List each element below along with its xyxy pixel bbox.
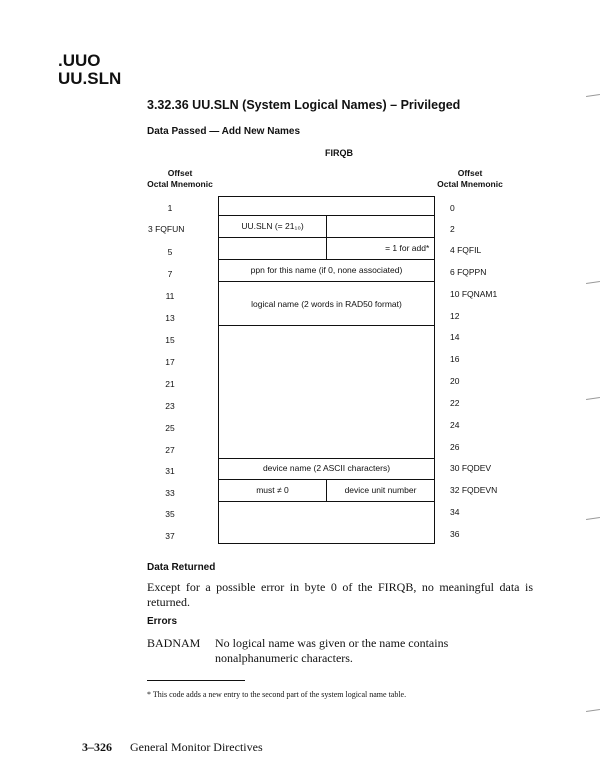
footnote-rule: [147, 680, 245, 681]
right-column-header: Offset Octal Mnemonic: [437, 168, 503, 189]
section-title: 3.32.36 UU.SLN (System Logical Names) – Privileged: [147, 98, 461, 112]
right-offset-34: 34: [450, 507, 460, 517]
margin-mark: [586, 281, 600, 284]
diagram-title: FIRQB: [325, 148, 353, 158]
right-offset-10: 10 FQNAM1: [450, 289, 498, 299]
subsection-title: Data Passed — Add New Names: [147, 126, 301, 137]
field-add-flag: = 1 for add*: [385, 243, 430, 253]
right-offset-20: 20: [450, 376, 460, 386]
left-offset-3: 3 FQFUN: [148, 224, 185, 234]
right-offset-30: 30 FQDEV: [450, 463, 492, 473]
left-column-header: Offset Octal Mnemonic: [147, 168, 213, 189]
header-uusln: UU.SLN: [58, 69, 122, 88]
right-offset-2: 2: [450, 224, 455, 234]
left-offset-11: 11: [165, 291, 175, 301]
row-divider: [219, 458, 434, 459]
left-offset-37: 37: [165, 531, 175, 541]
field-must-nonzero: must ≠ 0: [256, 485, 289, 495]
margin-mark: [586, 709, 600, 712]
left-offset-7: 7: [167, 269, 173, 279]
right-offset-24: 24: [450, 420, 460, 430]
right-offset-36: 36: [450, 529, 460, 539]
right-offset-16: 16: [450, 354, 460, 364]
field-device-name: device name (2 ASCII characters): [262, 463, 391, 473]
error-code: BADNAM: [147, 636, 201, 650]
right-offset-26: 26: [450, 442, 460, 452]
footnote: * This code adds a new entry to the second part of the system logical name table.: [147, 690, 407, 699]
right-offset-4: 4 FQFIL: [450, 245, 482, 255]
right-offset-0: 0: [450, 203, 455, 213]
left-offset-17: 17: [165, 357, 175, 367]
field-device-unit: device unit number: [344, 485, 417, 495]
header-uuo: .UUO: [58, 51, 101, 70]
page-number: 3–326: [82, 740, 112, 754]
right-offset-32: 32 FQDEVN: [450, 485, 498, 495]
right-offset-14: 14: [450, 332, 460, 342]
margin-mark: [586, 397, 600, 400]
left-offset-25: 25: [165, 423, 175, 433]
field-ppn: ppn for this name (if 0, none associated): [250, 265, 403, 275]
left-offset-13: 13: [165, 313, 175, 323]
margin-mark: [586, 94, 600, 97]
left-offset-15: 15: [165, 335, 175, 345]
left-offset-33: 33: [165, 488, 175, 498]
left-offset-21: 21: [165, 379, 175, 389]
row-divider: [219, 281, 434, 282]
row-divider: [219, 259, 434, 260]
data-returned-heading: Data Returned: [147, 562, 216, 573]
left-offset-5: 5: [167, 247, 173, 257]
field-logical-name: logical name (2 words in RAD50 format): [251, 299, 402, 309]
error-description: No logical name was given or the name contains nonalphanumeric characters.: [215, 636, 449, 665]
left-offset-1: 1: [167, 203, 173, 213]
row-divider: [219, 501, 434, 502]
left-offset-31: 31: [165, 466, 175, 476]
left-offset-23: 23: [165, 401, 175, 411]
left-offset-27: 27: [165, 445, 175, 455]
data-returned-text: Except for a possible error in byte 0 of the FIRQB, no meaningful data is returned.: [147, 580, 533, 609]
errors-heading: Errors: [147, 616, 178, 627]
firqb-diagram: [218, 196, 435, 544]
row-divider: [219, 325, 434, 326]
footer-title: General Monitor Directives: [130, 740, 263, 754]
right-offset-12: 12: [450, 311, 460, 321]
margin-mark: [586, 517, 600, 520]
right-offset-22: 22: [450, 398, 460, 408]
right-offset-6: 6 FQPPN: [450, 267, 487, 277]
field-uu-sln: UU.SLN (= 21₁₀): [241, 221, 304, 231]
left-offset-35: 35: [165, 509, 175, 519]
